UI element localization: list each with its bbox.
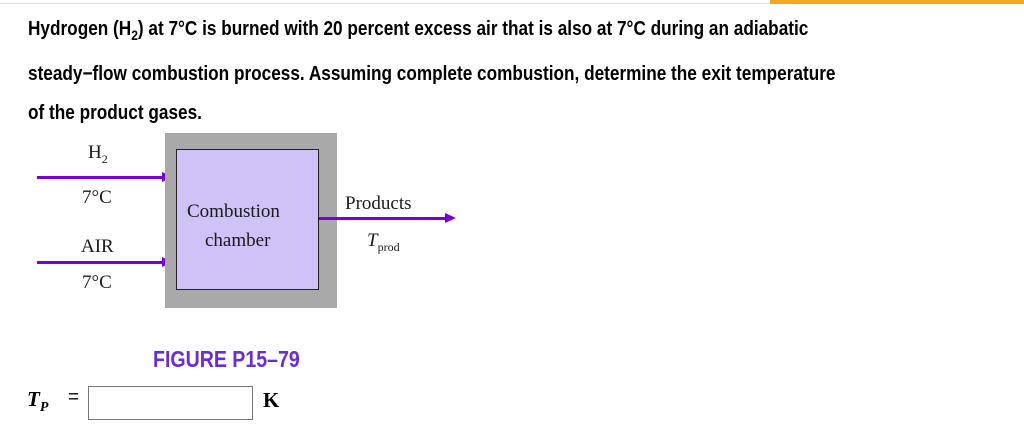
air-inlet-arrow (37, 261, 165, 264)
products-temp-symbol: T (367, 230, 378, 251)
top-divider (0, 3, 770, 4)
problem-text-part1: Hydrogen (H (28, 18, 132, 40)
fuel-label (88, 142, 108, 167)
chamber-label-line2: chamber (205, 230, 271, 251)
chamber-label-line1: Combustion (187, 201, 280, 222)
accent-bar (770, 0, 1024, 4)
problem-text-part2: ) at 7°C is burned with 20 percent excess air that is also at 7°C during an adiabatic steady−flow combustion process. Assuming complete combustion, determine the exit temperature of the product gases. (28, 18, 836, 124)
fuel-label-subscript: 2 (101, 151, 108, 166)
answer-symbol: T (27, 387, 40, 411)
products-outlet-arrow (319, 217, 446, 220)
equals-sign: = (68, 387, 80, 408)
figure-caption: FIGURE P15–79 (153, 346, 300, 372)
problem-subscript: 2 (131, 27, 138, 43)
products-label: Products (345, 193, 412, 214)
products-temp-subscript: prod (377, 239, 400, 254)
answer-label (27, 387, 48, 416)
problem-statement (28, 10, 854, 133)
air-label: AIR (81, 236, 114, 257)
fuel-inlet-arrow (37, 176, 165, 179)
answer-input[interactable] (88, 386, 253, 420)
fuel-label-text: H (88, 142, 102, 163)
products-arrow-head-icon (445, 213, 456, 223)
answer-subscript: P (39, 400, 49, 416)
products-temperature (367, 230, 400, 255)
air-temperature: 7°C (82, 272, 112, 293)
answer-unit: K (263, 388, 280, 412)
fuel-temperature: 7°C (82, 187, 112, 208)
